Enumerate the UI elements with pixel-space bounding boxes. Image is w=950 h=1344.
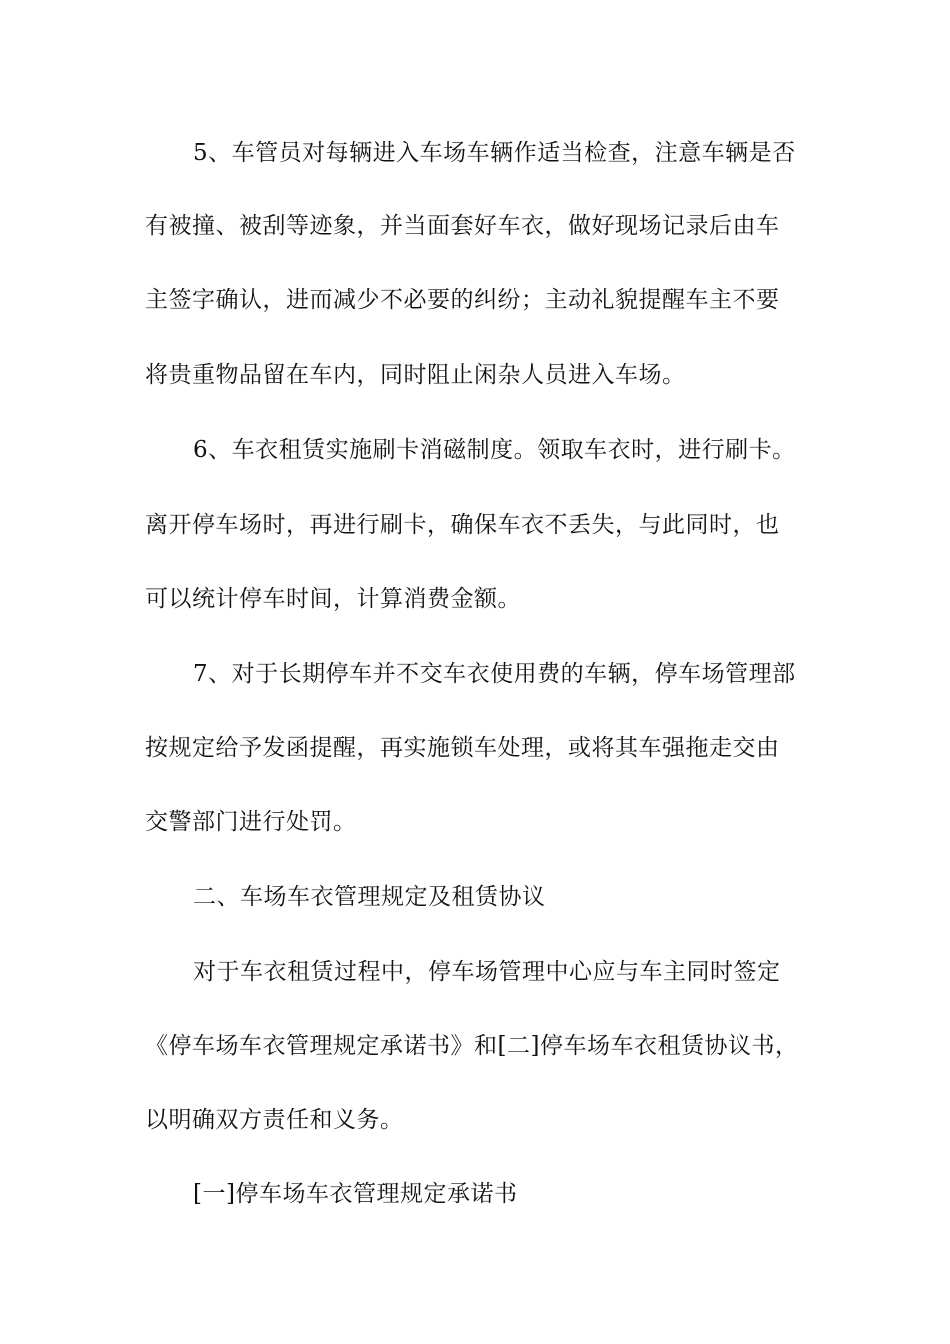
section-heading: 二、车场车衣管理规定及租赁协议: [193, 884, 546, 910]
paragraph-line: 交警部门进行处罚。: [145, 809, 357, 835]
subsection-heading: [一]停车场车衣管理规定承诺书: [193, 1181, 518, 1207]
paragraph-line: 可以统计停车时间，计算消费金额。: [145, 586, 521, 612]
paragraph-line: 离开停车场时，再进行刷卡，确保车衣不丢失，与此同时，也: [145, 512, 780, 538]
paragraph-line: 主签字确认，进而减少不必要的纠纷；主动礼貌提醒车主不要: [145, 287, 780, 313]
paragraph-line: 以明确双方责任和义务。: [145, 1107, 404, 1133]
paragraph-line: 7、对于长期停车并不交车衣使用费的车辆，停车场管理部: [193, 661, 796, 687]
paragraph-line: 5、车管员对每辆进入车场车辆作适当检查，注意车辆是否: [193, 140, 796, 166]
paragraph-line: 对于车衣租赁过程中，停车场管理中心应与车主同时签定: [193, 959, 781, 985]
paragraph-line: 6、车衣租赁实施刷卡消磁制度。领取车衣时，进行刷卡。: [193, 437, 796, 463]
paragraph-line: 《停车场车衣管理规定承诺书》和[二]停车场车衣租赁协议书，: [145, 1033, 799, 1059]
paragraph-line: 有被撞、被刮等迹象，并当面套好车衣，做好现场记录后由车: [145, 213, 780, 239]
paragraph-line: 将贵重物品留在车内，同时阻止闲杂人员进入车场。: [145, 362, 686, 388]
paragraph-line: 按规定给予发函提醒，再实施锁车处理，或将其车强拖走交由: [145, 735, 780, 761]
